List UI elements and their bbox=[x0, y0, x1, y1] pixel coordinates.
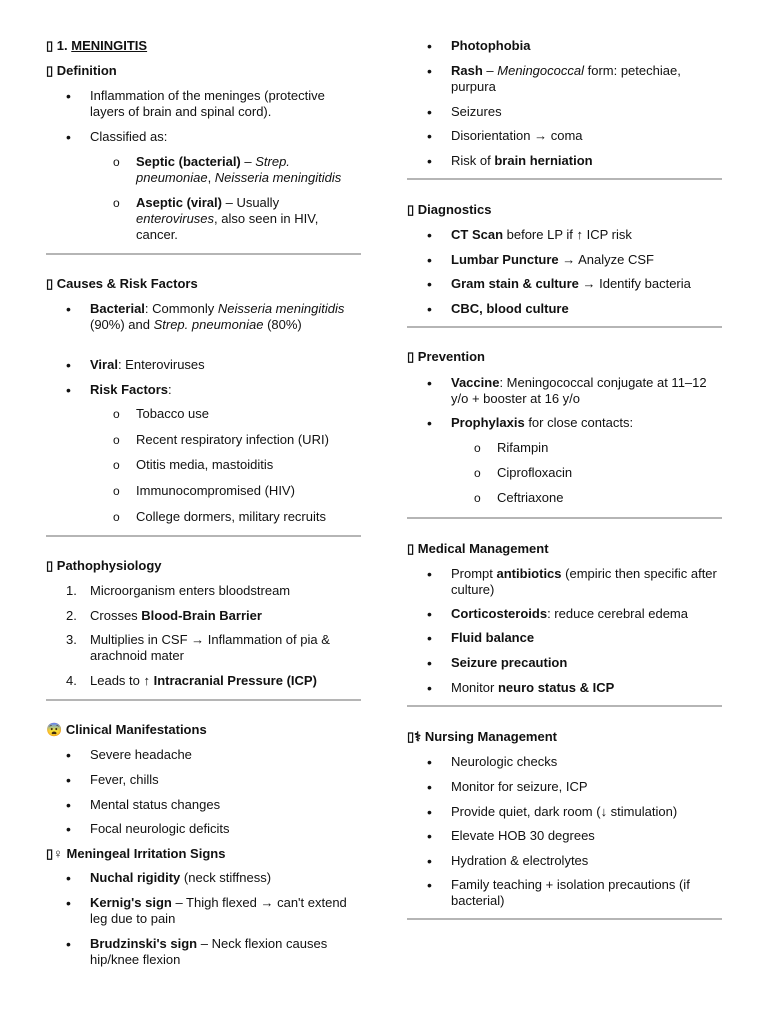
list-number: 2. bbox=[66, 608, 77, 623]
pathophysiology-heading: ▯ Pathophysiology bbox=[46, 558, 162, 573]
bullet bbox=[427, 754, 437, 771]
document-title: ▯ 1. MENINGITIS bbox=[46, 38, 148, 53]
list-item: Fever, chills bbox=[90, 772, 159, 787]
list-item: Risk Factors: bbox=[90, 382, 172, 397]
list-item: Lumbar Puncture → Analyze CSF bbox=[451, 252, 654, 267]
medical-icon: ▯ bbox=[407, 541, 415, 556]
list-item: Crosses Blood-Brain Barrier bbox=[90, 608, 262, 623]
section-divider bbox=[407, 178, 722, 180]
bullet bbox=[427, 877, 437, 894]
bullet bbox=[427, 680, 437, 697]
definition-icon: ▯ bbox=[46, 63, 54, 78]
sub-list-item: Recent respiratory infection (URI) bbox=[136, 432, 329, 447]
list-item: Vaccine: Meningococcal conjugate at 11–12 y/o + booster at 16 y/o bbox=[451, 375, 707, 406]
list-item: Neurologic checks bbox=[451, 754, 558, 769]
list-item: Prompt antibiotics (empiric then specific after culture) bbox=[451, 566, 717, 597]
list-item: Fluid balance bbox=[451, 630, 535, 645]
bullet bbox=[66, 301, 76, 318]
fearful-face-icon: 😨 bbox=[46, 722, 63, 737]
bullet bbox=[427, 804, 437, 821]
list-item: Photophobia bbox=[451, 38, 531, 53]
sub-bullet: o bbox=[474, 491, 481, 505]
section-divider bbox=[46, 253, 361, 255]
bullet bbox=[427, 375, 437, 392]
list-item: Seizure precaution bbox=[451, 655, 568, 670]
list-item: Monitor neuro status & ICP bbox=[451, 680, 615, 695]
list-item: Seizures bbox=[451, 104, 502, 119]
bullet bbox=[66, 821, 76, 838]
bullet bbox=[66, 88, 76, 105]
sub-bullet: o bbox=[113, 458, 120, 472]
list-item: Viral: Enteroviruses bbox=[90, 357, 205, 372]
list-item: Disorientation → coma bbox=[451, 128, 583, 143]
meningeal-signs-heading: ▯♀ Meningeal Irritation Signs bbox=[46, 846, 226, 861]
prevention-icon: ▯ bbox=[407, 349, 415, 364]
bullet bbox=[66, 797, 76, 814]
list-item: Rash – Meningococcal form: petechiae, purpura bbox=[451, 63, 681, 94]
list-item: Elevate HOB 30 degrees bbox=[451, 828, 595, 843]
section-divider bbox=[46, 535, 361, 537]
sub-list-item: Immunocompromised (HIV) bbox=[136, 483, 295, 498]
section-divider bbox=[407, 326, 722, 328]
section-divider bbox=[407, 918, 722, 920]
list-item: Hydration & electrolytes bbox=[451, 853, 589, 868]
bullet bbox=[427, 252, 437, 269]
sub-bullet: o bbox=[113, 407, 120, 421]
bullet bbox=[427, 104, 437, 121]
list-item: Mental status changes bbox=[90, 797, 221, 812]
sub-list-item: Rifampin bbox=[497, 440, 549, 455]
sub-list-item: Ceftriaxone bbox=[497, 490, 564, 505]
bullet bbox=[427, 38, 437, 55]
list-item: Prophylaxis for close contacts: bbox=[451, 415, 634, 430]
list-item: Severe headache bbox=[90, 747, 192, 762]
list-item: Focal neurologic deficits bbox=[90, 821, 230, 836]
bullet bbox=[66, 747, 76, 764]
clinical-heading: 😨 Clinical Manifestations bbox=[46, 722, 207, 737]
bullet bbox=[427, 301, 437, 318]
bullet bbox=[427, 415, 437, 432]
medical-management-heading: ▯ Medical Management bbox=[407, 541, 549, 556]
bullet bbox=[66, 870, 76, 887]
bullet bbox=[66, 357, 76, 374]
sub-bullet: o bbox=[113, 510, 120, 524]
sub-list-item: Ciprofloxacin bbox=[497, 465, 573, 480]
person-icon: ▯♀ bbox=[46, 846, 63, 861]
bullet bbox=[66, 382, 76, 399]
sub-bullet: o bbox=[113, 484, 120, 498]
list-item: Brudzinski's sign – Neck flexion causes hip/knee flexion bbox=[90, 936, 328, 967]
list-item: Risk of brain herniation bbox=[451, 153, 593, 168]
list-item: CBC, blood culture bbox=[451, 301, 569, 316]
sub-bullet: o bbox=[113, 433, 120, 447]
bullet bbox=[427, 227, 437, 244]
bullet bbox=[66, 129, 76, 146]
sub-bullet: o bbox=[113, 196, 120, 210]
nursing-management-heading: ▯⚕ Nursing Management bbox=[407, 729, 557, 744]
sub-bullet: o bbox=[113, 155, 120, 169]
bullet bbox=[427, 655, 437, 672]
causes-heading: ▯ Causes & Risk Factors bbox=[46, 276, 198, 291]
pathophysiology-icon: ▯ bbox=[46, 558, 54, 573]
bullet bbox=[427, 606, 437, 623]
bullet bbox=[427, 853, 437, 870]
sub-list-item: Tobacco use bbox=[136, 406, 209, 421]
list-item: CT Scan before LP if ↑ ICP risk bbox=[451, 227, 632, 242]
bullet bbox=[427, 828, 437, 845]
sub-list-item: Septic (bacterial) – Strep. pneumoniae, Neisseria meningitidis bbox=[136, 154, 342, 185]
causes-icon: ▯ bbox=[46, 276, 54, 291]
title-icon: ▯ bbox=[46, 38, 54, 53]
list-item: Family teaching + isolation precautions (if bacterial) bbox=[451, 877, 690, 908]
sub-bullet: o bbox=[474, 441, 481, 455]
diagnostics-icon: ▯ bbox=[407, 202, 415, 217]
list-item: Gram stain & culture → Identify bacteria bbox=[451, 276, 691, 291]
list-number: 3. bbox=[66, 632, 77, 647]
bullet bbox=[66, 772, 76, 789]
list-item: Monitor for seizure, ICP bbox=[451, 779, 588, 794]
list-item: Nuchal rigidity (neck stiffness) bbox=[90, 870, 272, 885]
list-item: Multiplies in CSF → Inflammation of pia & arachnoid mater bbox=[90, 632, 330, 663]
list-item: Kernig's sign – Thigh flexed → can't extend leg due to pain bbox=[90, 895, 347, 926]
prevention-heading: ▯ Prevention bbox=[407, 349, 485, 364]
sub-list-item: College dormers, military recruits bbox=[136, 509, 326, 524]
list-item: Bacterial: Commonly Neisseria meningitidis (90%) and Strep. pneumoniae (80%) bbox=[90, 301, 345, 332]
sub-bullet: o bbox=[474, 466, 481, 480]
section-divider bbox=[46, 699, 361, 701]
sub-list-item: Otitis media, mastoiditis bbox=[136, 457, 274, 472]
list-number: 4. bbox=[66, 673, 77, 688]
section-divider bbox=[407, 517, 722, 519]
list-item: Leads to ↑ Intracranial Pressure (ICP) bbox=[90, 673, 317, 688]
bullet bbox=[427, 153, 437, 170]
bullet bbox=[427, 128, 437, 145]
list-item: Classified as: bbox=[90, 129, 168, 144]
section-divider bbox=[407, 705, 722, 707]
bullet bbox=[427, 630, 437, 647]
health-worker-icon: ▯⚕ bbox=[407, 729, 422, 744]
bullet bbox=[427, 779, 437, 796]
bullet bbox=[66, 936, 76, 953]
list-item: Microorganism enters bloodstream bbox=[90, 583, 291, 598]
diagnostics-heading: ▯ Diagnostics bbox=[407, 202, 492, 217]
bullet bbox=[427, 63, 437, 80]
bullet bbox=[427, 276, 437, 293]
sub-list-item: Aseptic (viral) – Usually enteroviruses, also seen in HIV, cancer. bbox=[136, 195, 319, 242]
list-number: 1. bbox=[66, 583, 77, 598]
list-item: Provide quiet, dark room (↓ stimulation) bbox=[451, 804, 678, 819]
list-item: Inflammation of the meninges (protective layers of brain and spinal cord). bbox=[90, 88, 325, 119]
definition-heading: ▯ Definition bbox=[46, 63, 117, 78]
list-item: Corticosteroids: reduce cerebral edema bbox=[451, 606, 688, 621]
bullet bbox=[66, 895, 76, 912]
bullet bbox=[427, 566, 437, 583]
